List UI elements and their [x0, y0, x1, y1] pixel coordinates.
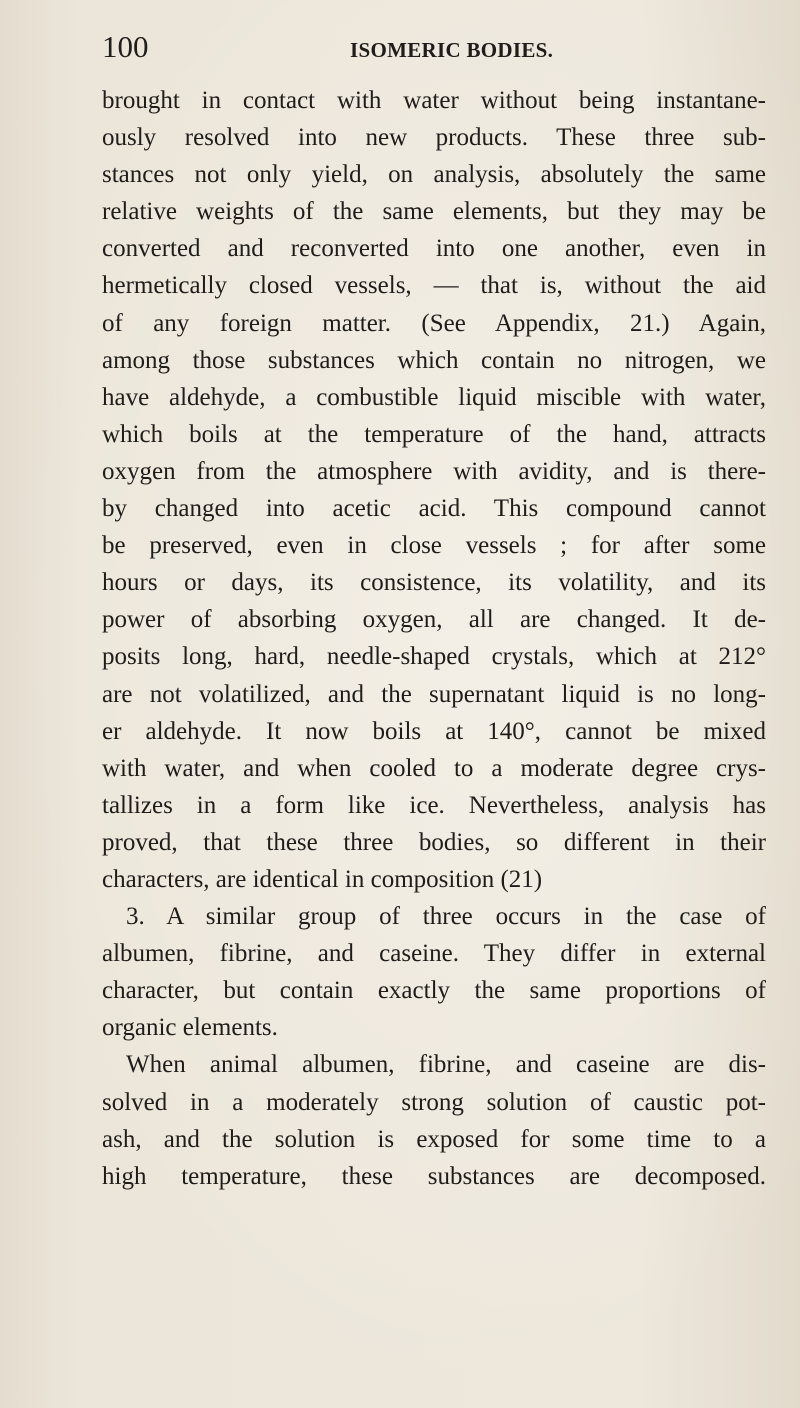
text-line: by changed into acetic acid. This compound cannot [102, 495, 766, 523]
text-line: er aldehyde. It now boils at 140°, cannot be mixed [102, 717, 766, 745]
text-line: character, but contain exactly the same proportions of [102, 977, 766, 1005]
text-line: organic elements. [102, 1014, 278, 1042]
text-line: which boils at the temperature of the hand, attracts [102, 420, 766, 448]
text-line: proved, that these three bodies, so different in their [102, 828, 766, 856]
text-line: 3. A similar group of three occurs in the case of [126, 903, 766, 931]
text-line: hours or days, its consistence, its volatility, and its [102, 569, 766, 597]
text-line: with water, and when cooled to a moderate degree crys- [102, 754, 766, 782]
page-header [102, 30, 702, 70]
text-line: hermetically closed vessels, — that is, without the aid [102, 272, 766, 300]
text-line: characters, are identical in composition (21) [102, 865, 543, 893]
text-line: converted and reconverted into one another, even in [102, 235, 766, 263]
text-line: ously resolved into new products. These three sub- [102, 124, 766, 152]
text-line: solved in a moderately strong solution of caustic pot- [102, 1088, 766, 1116]
text-line: stances not only yield, on analysis, absolutely the same [102, 161, 766, 189]
running-head: ISOMERIC BODIES. [350, 38, 554, 62]
text-line: brought in contact with water without being instantane- [102, 87, 766, 114]
text-line: of any foreign matter. (See Appendix, 21.) Again, [102, 309, 766, 337]
text-line: high temperature, these substances are decomposed. [102, 1162, 766, 1190]
text-line: ash, and the solution is exposed for some time to a [102, 1125, 766, 1153]
text-line: are not volatilized, and the supernatant liquid is no long- [102, 680, 766, 708]
text-line: relative weights of the same elements, but they may be [102, 198, 766, 226]
text-line: have aldehyde, a combustible liquid miscible with water, [102, 383, 766, 411]
text-line: power of absorbing oxygen, all are changed. It de- [102, 606, 766, 634]
text-line: When animal albumen, fibrine, and caseine are dis- [126, 1051, 766, 1079]
text-line: tallizes in a form like ice. Nevertheless, analysis has [102, 791, 766, 819]
body-text [102, 82, 766, 1195]
text-line: among those substances which contain no nitrogen, we [102, 346, 766, 374]
text-line: oxygen from the atmosphere with avidity, and is there- [102, 457, 766, 485]
text-line: posits long, hard, needle-shaped crystals, which at 212° [102, 643, 766, 671]
text-line: albumen, fibrine, and caseine. They differ in external [102, 940, 766, 968]
text-line: be preserved, even in close vessels ; for after some [102, 532, 766, 560]
page-number: 100 [102, 29, 149, 64]
